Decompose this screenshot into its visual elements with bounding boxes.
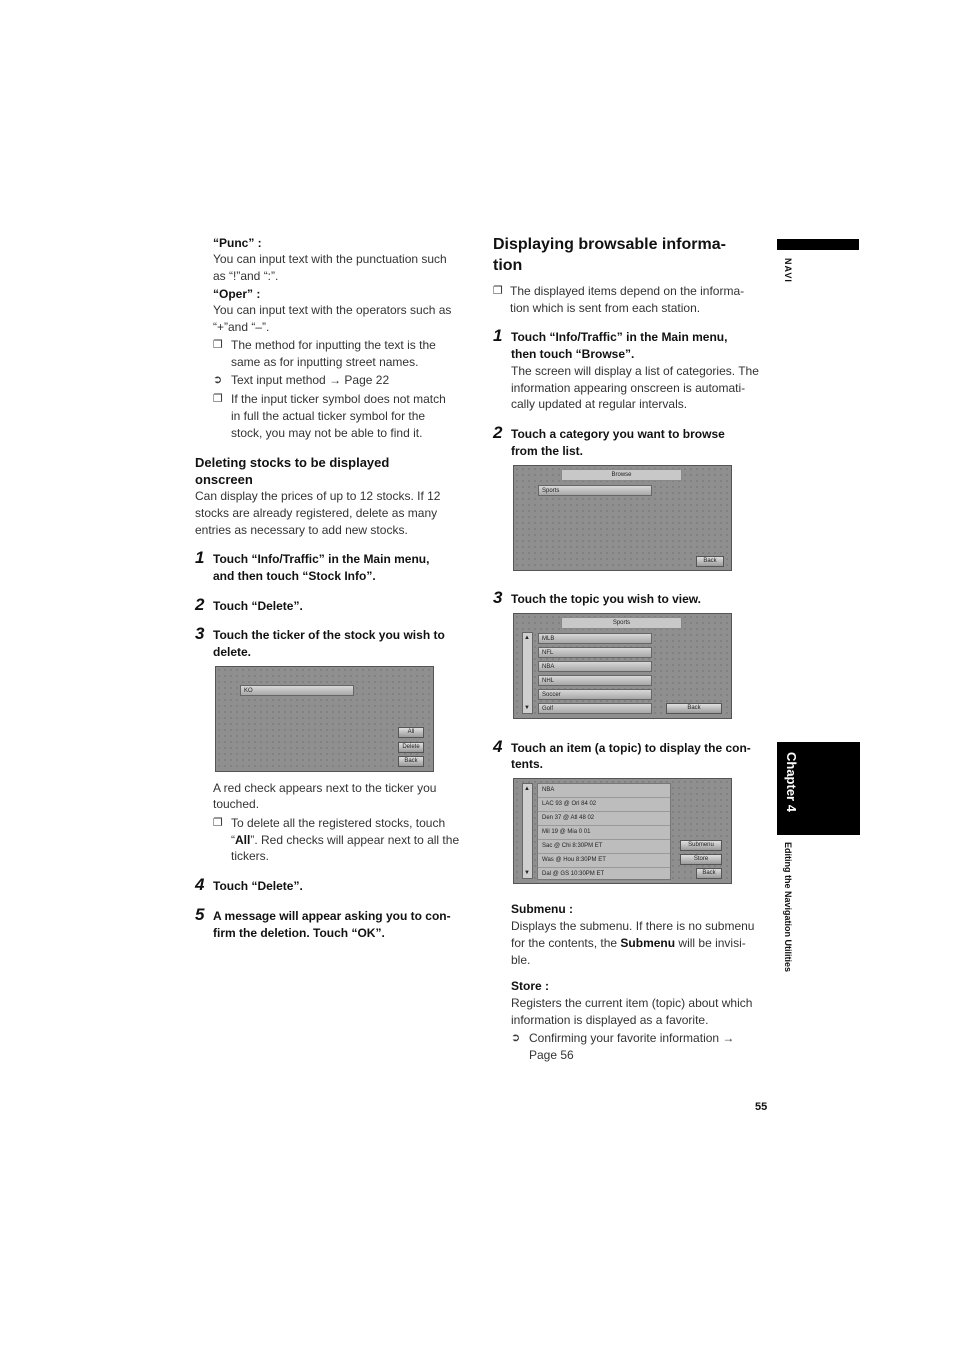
submenu-button[interactable]: Submenu xyxy=(680,840,722,851)
reference-arrow-icon: ➲ xyxy=(213,374,223,386)
intro-text: stocks are already registered, delete as many xyxy=(195,506,438,520)
reference-page: Page 56 xyxy=(529,1048,574,1062)
reference-link[interactable]: Text input method → Page 22 xyxy=(231,373,390,387)
section-heading: onscreen xyxy=(195,472,253,487)
punc-text: as “!”and “:”. xyxy=(213,269,279,283)
punc-text: You can input text with the punctuation such xyxy=(213,252,447,266)
body-text: cally updated at regular intervals. xyxy=(511,397,688,411)
intro-text: entries as necessary to add new stocks. xyxy=(195,523,408,537)
step-text: delete. xyxy=(213,645,252,659)
note-checkbox-icon: ❐ xyxy=(213,393,223,405)
body-text: for the contents, the Submenu will be invisi- xyxy=(511,936,746,950)
oper-label: “Oper” : xyxy=(213,287,261,301)
scroll-up-icon[interactable]: ▲ xyxy=(524,786,530,792)
list-item[interactable]: Was @ Hou 8:30PM ET xyxy=(538,854,670,868)
step-text: Touch “Info/Traffic” in the Main menu, xyxy=(511,330,728,344)
note-text: tickers. xyxy=(231,849,270,863)
right-arrow-icon: → xyxy=(722,1031,735,1045)
intro-text: Can display the prices of up to 12 stocks. If 12 xyxy=(195,489,441,503)
note-text: in full the actual ticker symbol for the xyxy=(231,409,426,423)
back-button[interactable]: Back xyxy=(696,868,722,879)
body-text: touched. xyxy=(213,797,260,811)
list-item[interactable]: Dal @ GS 10:30PM ET xyxy=(538,868,670,882)
topic-item[interactable]: MLB xyxy=(538,633,652,644)
list-header: NBA xyxy=(538,784,670,798)
note-text: If the input ticker symbol does not match xyxy=(231,392,446,406)
topic-item[interactable]: Soccer xyxy=(538,689,652,700)
body-text: ble. xyxy=(511,953,531,967)
note-checkbox-icon: ❐ xyxy=(493,285,503,297)
reference-arrow-icon: ➲ xyxy=(511,1032,521,1044)
note-text: tion which is sent from each station. xyxy=(510,301,701,315)
scrollbar[interactable] xyxy=(522,632,533,714)
scroll-up-icon[interactable]: ▲ xyxy=(524,635,530,641)
ticker-field[interactable]: KO xyxy=(240,685,354,696)
step-number: 1 xyxy=(195,548,205,567)
browse-screenshot xyxy=(513,465,732,571)
body-text: information is displayed as a favorite. xyxy=(511,1013,709,1027)
reference-link[interactable]: Confirming your favorite information → xyxy=(529,1031,735,1045)
step-number: 2 xyxy=(493,423,503,442)
body-text: Displays the submenu. If there is no submenu xyxy=(511,919,755,933)
step-number: 4 xyxy=(195,875,205,894)
section-heading: Deleting stocks to be displayed xyxy=(195,455,390,470)
step-text: then touch “Browse”. xyxy=(511,347,635,361)
step-text: Touch “Delete”. xyxy=(213,879,303,893)
step-number: 1 xyxy=(493,326,503,345)
step-text: Touch “Info/Traffic” in the Main menu, xyxy=(213,552,430,566)
step-text: firm the deletion. Touch “OK”. xyxy=(213,926,385,940)
oper-text: You can input text with the operators such as xyxy=(213,303,452,317)
note-checkbox-icon: ❐ xyxy=(213,817,223,829)
note-checkbox-icon: ❐ xyxy=(213,339,223,351)
back-button[interactable]: Back xyxy=(398,756,424,767)
store-label: Store : xyxy=(511,979,550,993)
note-text: The displayed items depend on the informa- xyxy=(510,284,745,298)
right-arrow-icon: → xyxy=(329,373,342,387)
back-button[interactable]: Back xyxy=(666,703,722,714)
note-text: same as for inputting street names. xyxy=(231,355,419,369)
navi-label: NAVI xyxy=(783,258,793,283)
section-title: tion xyxy=(493,257,523,274)
oper-text: “+”and “–”. xyxy=(213,320,270,334)
navi-tab-bar xyxy=(777,239,859,250)
stock-delete-screenshot xyxy=(215,666,434,772)
step-text: A message will appear asking you to con- xyxy=(213,909,451,923)
body-text: information appearing onscreen is automati- xyxy=(511,381,746,395)
delete-button[interactable]: Delete xyxy=(398,742,424,753)
store-button[interactable]: Store xyxy=(680,854,722,865)
step-text: and then touch “Stock Info”. xyxy=(213,569,376,583)
step-text: Touch “Delete”. xyxy=(213,599,303,613)
punc-label: “Punc” : xyxy=(213,236,262,250)
body-text: The screen will display a list of categories. The xyxy=(511,364,759,378)
step-number: 3 xyxy=(493,588,503,607)
chapter-label: Chapter 4 xyxy=(784,752,799,812)
list-item[interactable]: LAC 93 @ Orl 84 02 xyxy=(538,798,670,812)
step-text: Touch an item (a topic) to display the con- xyxy=(511,741,751,755)
topic-item[interactable]: Golf xyxy=(538,703,652,714)
contents-screenshot xyxy=(513,778,732,884)
step-text: from the list. xyxy=(511,444,584,458)
contents-list xyxy=(537,783,671,880)
step-text: tents. xyxy=(511,757,544,771)
step-number: 4 xyxy=(493,737,503,756)
page-number: 55 xyxy=(755,1101,768,1113)
submenu-label: Submenu : xyxy=(511,902,573,916)
topic-item[interactable]: NHL xyxy=(538,675,652,686)
body-text: A red check appears next to the ticker you xyxy=(213,781,437,795)
note-text: stock, you may not be able to find it. xyxy=(231,426,423,440)
screen-title: Sports xyxy=(561,617,682,629)
back-button[interactable]: Back xyxy=(696,556,724,567)
step-number: 3 xyxy=(195,624,205,643)
step-text: Touch a category you want to browse xyxy=(511,427,725,441)
note-text: “All”. Red checks will appear next to all the xyxy=(231,833,460,847)
topic-item[interactable]: NBA xyxy=(538,661,652,672)
sports-screenshot xyxy=(513,613,732,719)
chapter-section-label: Editing the Navigation Utilities xyxy=(783,842,793,973)
step-text: Touch the topic you wish to view. xyxy=(511,592,702,606)
screen-title: Browse xyxy=(561,469,682,481)
scroll-down-icon[interactable]: ▼ xyxy=(524,705,530,711)
topic-item[interactable]: NFL xyxy=(538,647,652,658)
scroll-down-icon[interactable]: ▼ xyxy=(524,870,530,876)
section-title: Displaying browsable informa- xyxy=(493,236,726,253)
body-text: Registers the current item (topic) about which xyxy=(511,996,753,1010)
list-item[interactable]: Mil 19 @ Mia 0 01 xyxy=(538,826,670,840)
step-number: 2 xyxy=(195,595,205,614)
list-item[interactable]: Sac @ Chi 8:30PM ET xyxy=(538,840,670,854)
note-text: To delete all the registered stocks, touch xyxy=(231,816,446,830)
category-item[interactable]: Sports xyxy=(538,485,652,496)
chapter-tab xyxy=(777,742,860,835)
all-button[interactable]: All xyxy=(398,727,424,738)
list-item[interactable]: Den 37 @ Atl 48 02 xyxy=(538,812,670,826)
scrollbar[interactable] xyxy=(522,783,533,879)
step-number: 5 xyxy=(195,905,205,924)
note-text: The method for inputting the text is the xyxy=(231,338,436,352)
step-text: Touch the ticker of the stock you wish to xyxy=(213,628,445,642)
